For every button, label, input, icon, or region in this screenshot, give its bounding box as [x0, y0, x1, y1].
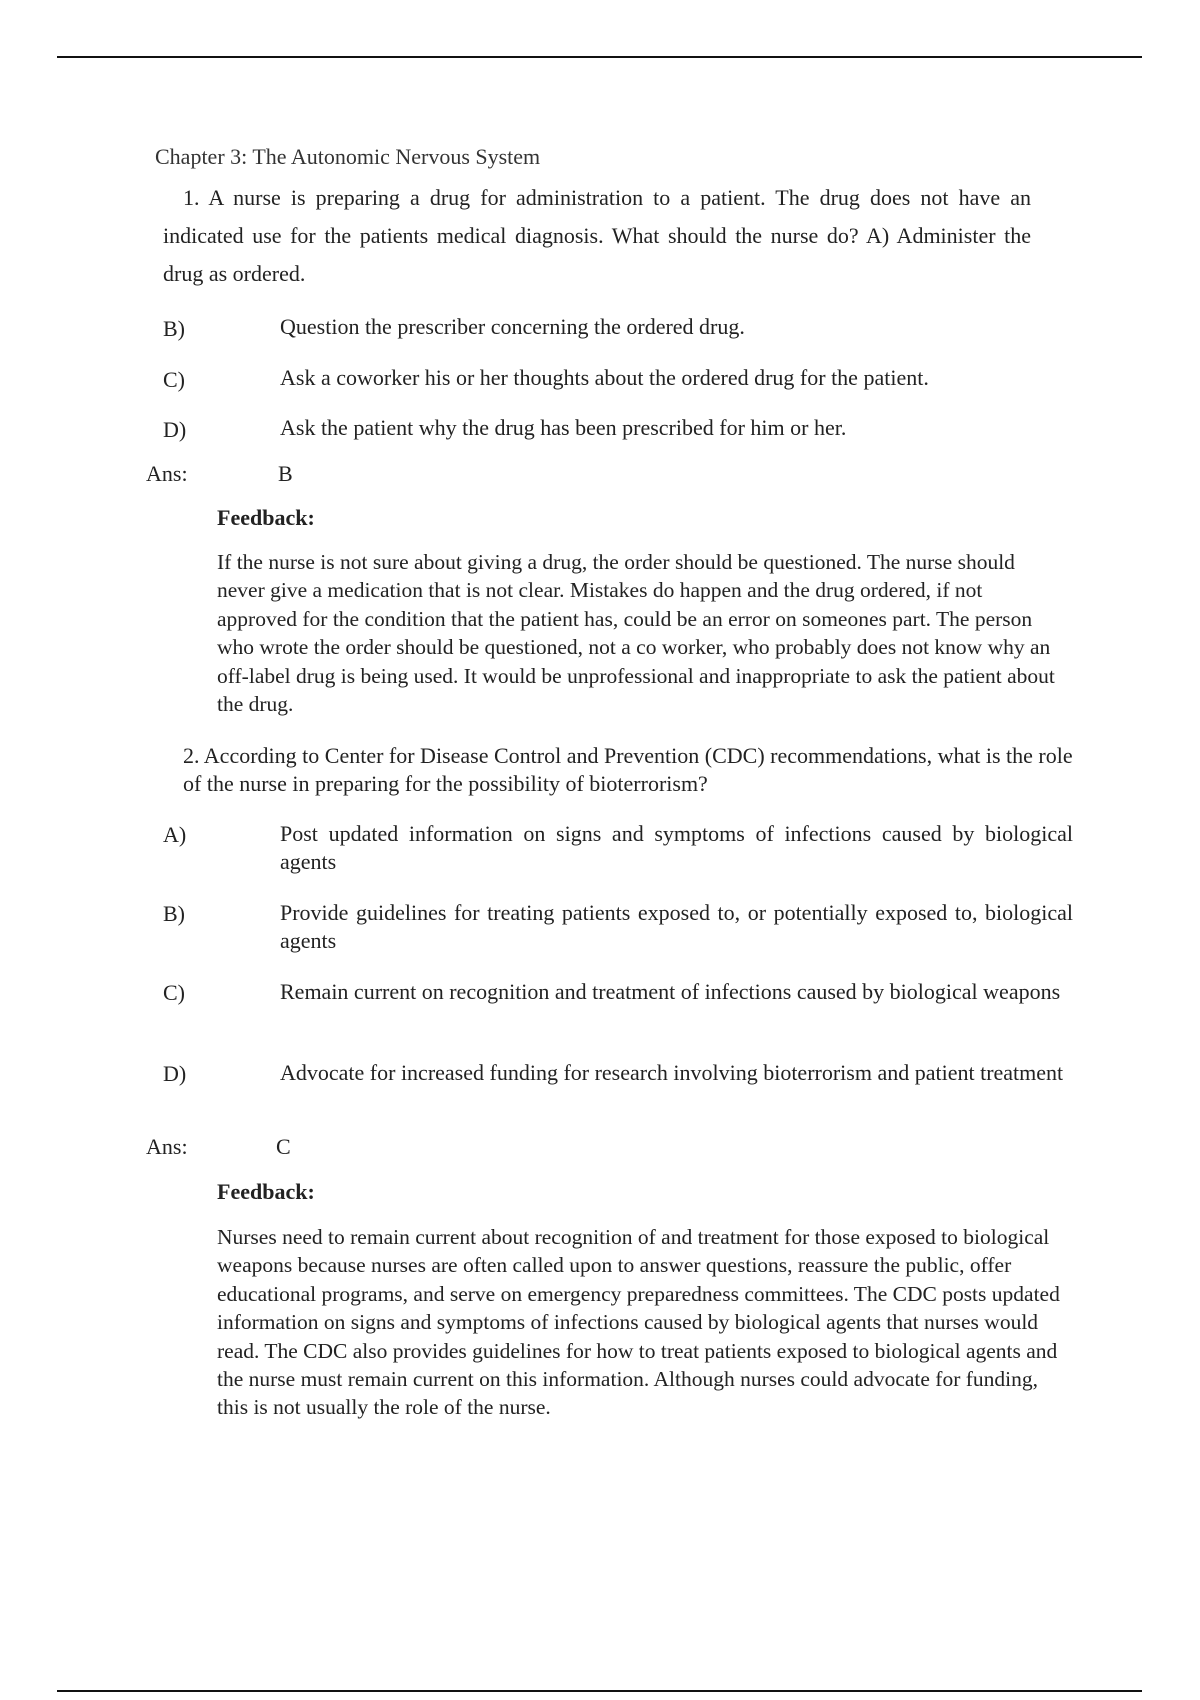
q1-option-c-text: Ask a coworker his or her thoughts about the ordered drug for the patient. — [280, 365, 929, 390]
q2-feedback-text: Nurses need to remain current about recognition of and treatment for those exposed to biological weapons because nurses are often called upon to answer questions, reassure the public, offer educational programs, and serve on emergency preparedness committees. The CDC posts updated information on signs and symptoms of infections caused by biological agents that nurses would read. The CDC also provides guidelines for how to treat patients exposed to biological agents and the nurse must remain current on this information. Although nurses could advocate for funding, this is not usually the role of the nurse. — [217, 1225, 1060, 1420]
q2-feedback-heading: Feedback: — [217, 1179, 315, 1204]
q2-option-c-text: Remain current on recognition and treatment of infections caused by biological weapons — [280, 979, 1061, 1004]
q2-option-d-letter: D) — [163, 1061, 187, 1086]
q2-answer-value: C — [276, 1134, 291, 1159]
question-1-stem — [163, 179, 1031, 293]
top-rule — [57, 56, 1142, 58]
chapter-title: Chapter 3: The Autonomic Nervous System — [155, 144, 541, 169]
q2-option-b-letter: B) — [163, 901, 185, 926]
q1-answer-label: Ans: — [146, 461, 188, 486]
q2-option-a-text: Post updated information on signs and symptoms of infections caused by biological agents — [280, 821, 1073, 874]
q1-option-c-letter: C) — [163, 367, 185, 392]
q1-option-b-letter: B) — [163, 316, 185, 341]
question-1-number: 1. — [183, 185, 200, 210]
q1-feedback-text: If the nurse is not sure about giving a drug, the order should be questioned. The nurse should never give a medication that is not clear. Mistakes do happen and the drug ordered, if not approved for the condition that the patient has, could be an error on someones part. The person who wrote the order should be questioned, not a co worker, who probably does not know why an off-label drug is being used. It would be unprofessional and inappropriate to ask the patient about the drug. — [217, 550, 1055, 717]
q1-option-d-letter: D) — [163, 417, 187, 442]
bottom-rule — [57, 1690, 1142, 1692]
q2-option-c-letter: C) — [163, 980, 185, 1005]
q1-option-b-text: Question the prescriber concerning the ordered drug. — [280, 314, 745, 339]
question-2-text: According to Center for Disease Control and Prevention (CDC) recommendations, what is the role of the nurse in preparing for the possibility of bioterrorism? — [183, 743, 1073, 796]
q2-option-a-letter: A) — [163, 822, 187, 847]
q1-option-d-text: Ask the patient why the drug has been prescribed for him or her. — [280, 415, 847, 440]
q2-answer-label: Ans: — [146, 1134, 188, 1159]
q2-option-d-text: Advocate for increased funding for research involving bioterrorism and patient treatment — [280, 1060, 1064, 1085]
question-1-text: A nurse is preparing a drug for administration to a patient. The drug does not have an indicated use for the patients medical diagnosis. What should the nurse do? A) Administer the drug as ordered. — [163, 185, 1031, 286]
q2-option-b-text: Provide guidelines for treating patients exposed to, or potentially exposed to, biological agents — [280, 900, 1073, 953]
question-2-stem — [183, 742, 1073, 798]
q1-feedback-heading: Feedback: — [217, 505, 315, 530]
question-2-number: 2. — [183, 743, 200, 768]
q1-answer-value: B — [278, 461, 293, 486]
